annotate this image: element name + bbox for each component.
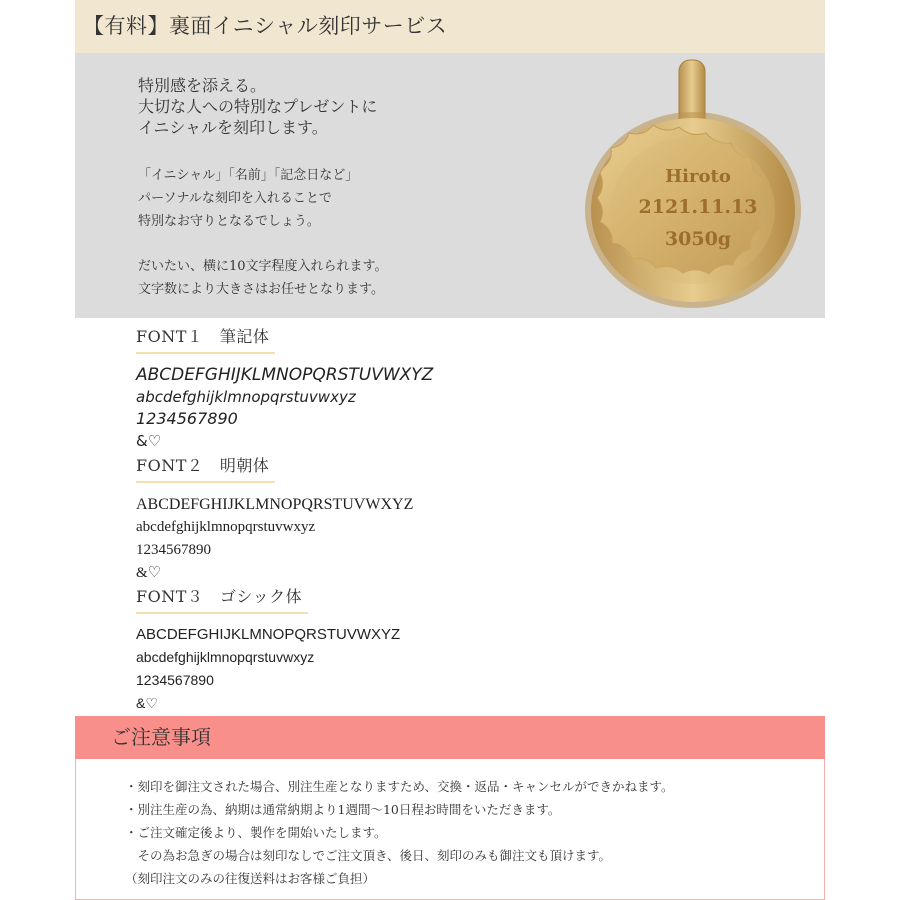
notice-item: ・ご注文確定後より、製作を開始いたします。 <box>125 825 387 840</box>
font-sample-symbols: &♡ <box>136 432 162 450</box>
engraving-line-3: 3050g <box>664 228 732 250</box>
font-sample-digits: 1234567890 <box>136 672 214 688</box>
font-title: FONT１ 筆記体 <box>136 326 275 354</box>
page-title: 【有料】裏面イニシャル刻印サービス <box>83 14 448 38</box>
font-sample-digits: 1234567890 <box>136 409 238 428</box>
intro-paragraph-line: だいたい、横に10文字程度入れられます。 <box>138 259 388 274</box>
font-sample-uppercase: ABCDEFGHIJKLMNOPQRSTUVWXYZ <box>136 626 401 643</box>
intro-lead <box>138 75 558 138</box>
font-sample-digits: 1234567890 <box>136 542 211 558</box>
header-banner <box>75 0 825 53</box>
notice-item: その為お急ぎの場合は刻印なしでご注文頂き、後日、刻印のみも御注文も頂けます。 <box>125 848 612 863</box>
intro-panel <box>75 53 825 318</box>
font-sample-3 <box>136 586 400 715</box>
font-sample-lowercase: abcdefghijklmnopqrstuvwxyz <box>136 519 316 535</box>
intro-paragraph-1 <box>138 164 558 233</box>
font-sample-1 <box>136 326 433 452</box>
font-sample-lowercase: abcdefghijklmnopqrstuvwxyz <box>136 388 356 406</box>
intro-paragraph-line: パーソナルな刻印を入れることで <box>138 191 332 206</box>
font-sample-symbols: &♡ <box>136 695 158 711</box>
engraving-line-1: Hiroto <box>665 166 731 187</box>
intro-paragraph-2 <box>138 255 558 301</box>
font-sample-uppercase: ABCDEFGHIJKLMNOPQRSTUVWXYZ <box>136 365 434 385</box>
font-sample-uppercase: ABCDEFGHIJKLMNOPQRSTUVWXYZ <box>136 496 414 513</box>
intro-lead-line: 大切な人への特別なプレゼントに <box>138 97 378 116</box>
notice-item: ・刻印を御注文された場合、別注生産となりますため、交換・返品・キャンセルができかねます。 <box>125 779 674 794</box>
intro-paragraph-line: 文字数により大きさはお任せとなります。 <box>138 282 384 297</box>
notice-title: ご注意事項 <box>111 725 211 749</box>
notice-list <box>125 775 674 890</box>
notice-body <box>75 759 825 900</box>
intro-text <box>138 75 558 323</box>
font-sample-2 <box>136 455 413 585</box>
notice-item: （刻印注文のみの往復送料はお客様ご負担） <box>125 871 376 886</box>
intro-lead-line: イニシャルを刻印します。 <box>138 118 328 137</box>
intro-paragraph-line: 特別なお守りとなるでしょう。 <box>138 214 320 229</box>
notice-item: ・別注生産の為、納期は通常納期より1週間〜10日程お時間をいただきます。 <box>125 802 561 817</box>
font-title: FONT２ 明朝体 <box>136 455 275 483</box>
intro-lead-line: 特別感を添える。 <box>138 76 267 95</box>
engraving-line-2: 2121.11.13 <box>638 196 758 218</box>
font-sample-lowercase: abcdefghijklmnopqrstuvwxyz <box>136 649 315 665</box>
pendant-image <box>578 58 818 308</box>
font-sample-symbols: &♡ <box>136 565 162 581</box>
notice-header <box>75 716 825 759</box>
font-title: FONT３ ゴシック体 <box>136 586 308 614</box>
intro-paragraph-line: 「イニシャル」「名前」「記念日など」 <box>138 168 359 183</box>
